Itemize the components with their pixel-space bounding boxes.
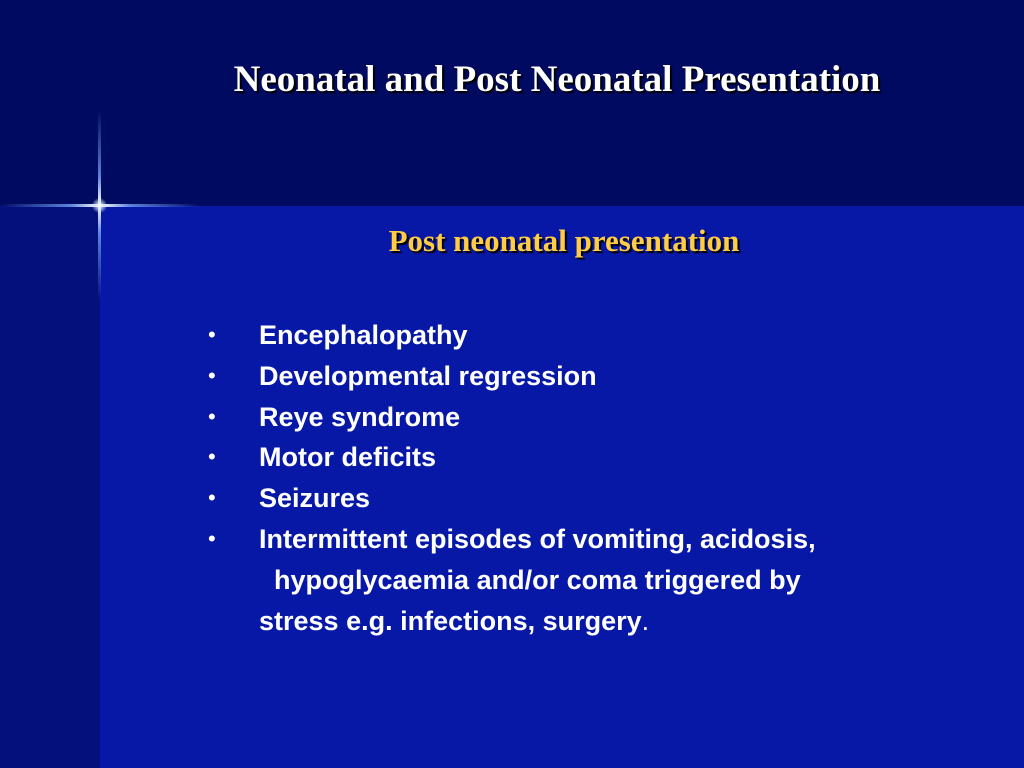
sparkle-core: [92, 198, 107, 213]
bullet-icon: •: [208, 403, 216, 429]
bullet-list: [206, 315, 986, 641]
list-item: [206, 356, 986, 397]
list-item-text-line: hypoglycaemia and/or coma triggered by: [274, 564, 801, 595]
list-item-text: Seizures: [259, 483, 371, 514]
list-item: [206, 315, 986, 356]
list-item-text-line-content: stress e.g. infections, surgery: [259, 605, 642, 636]
list-item-text: Reye syndrome: [259, 401, 461, 432]
trailing-period: .: [641, 605, 650, 636]
slide-title: Neonatal and Post Neonatal Presentation: [233, 59, 881, 100]
list-item-text-line: Intermittent episodes of vomiting, acidosis,: [259, 523, 816, 554]
bullet-icon: •: [208, 444, 216, 470]
list-item: [206, 478, 986, 519]
header-band: [0, 0, 1024, 206]
bullet-icon: •: [208, 525, 216, 551]
list-item: [206, 437, 986, 478]
section-subtitle: Post neonatal presentation: [388, 223, 740, 258]
list-item-text: Developmental regression: [259, 360, 597, 391]
list-item: [206, 397, 986, 438]
list-item-text: Motor deficits: [259, 442, 437, 473]
list-item: [206, 519, 986, 641]
bullet-icon: •: [208, 362, 216, 388]
list-item-text-line: [259, 601, 986, 642]
bullet-icon: •: [208, 485, 216, 511]
list-item-text: Encephalopathy: [259, 320, 468, 350]
left-strip: [0, 206, 100, 768]
bullet-icon: •: [208, 322, 216, 347]
